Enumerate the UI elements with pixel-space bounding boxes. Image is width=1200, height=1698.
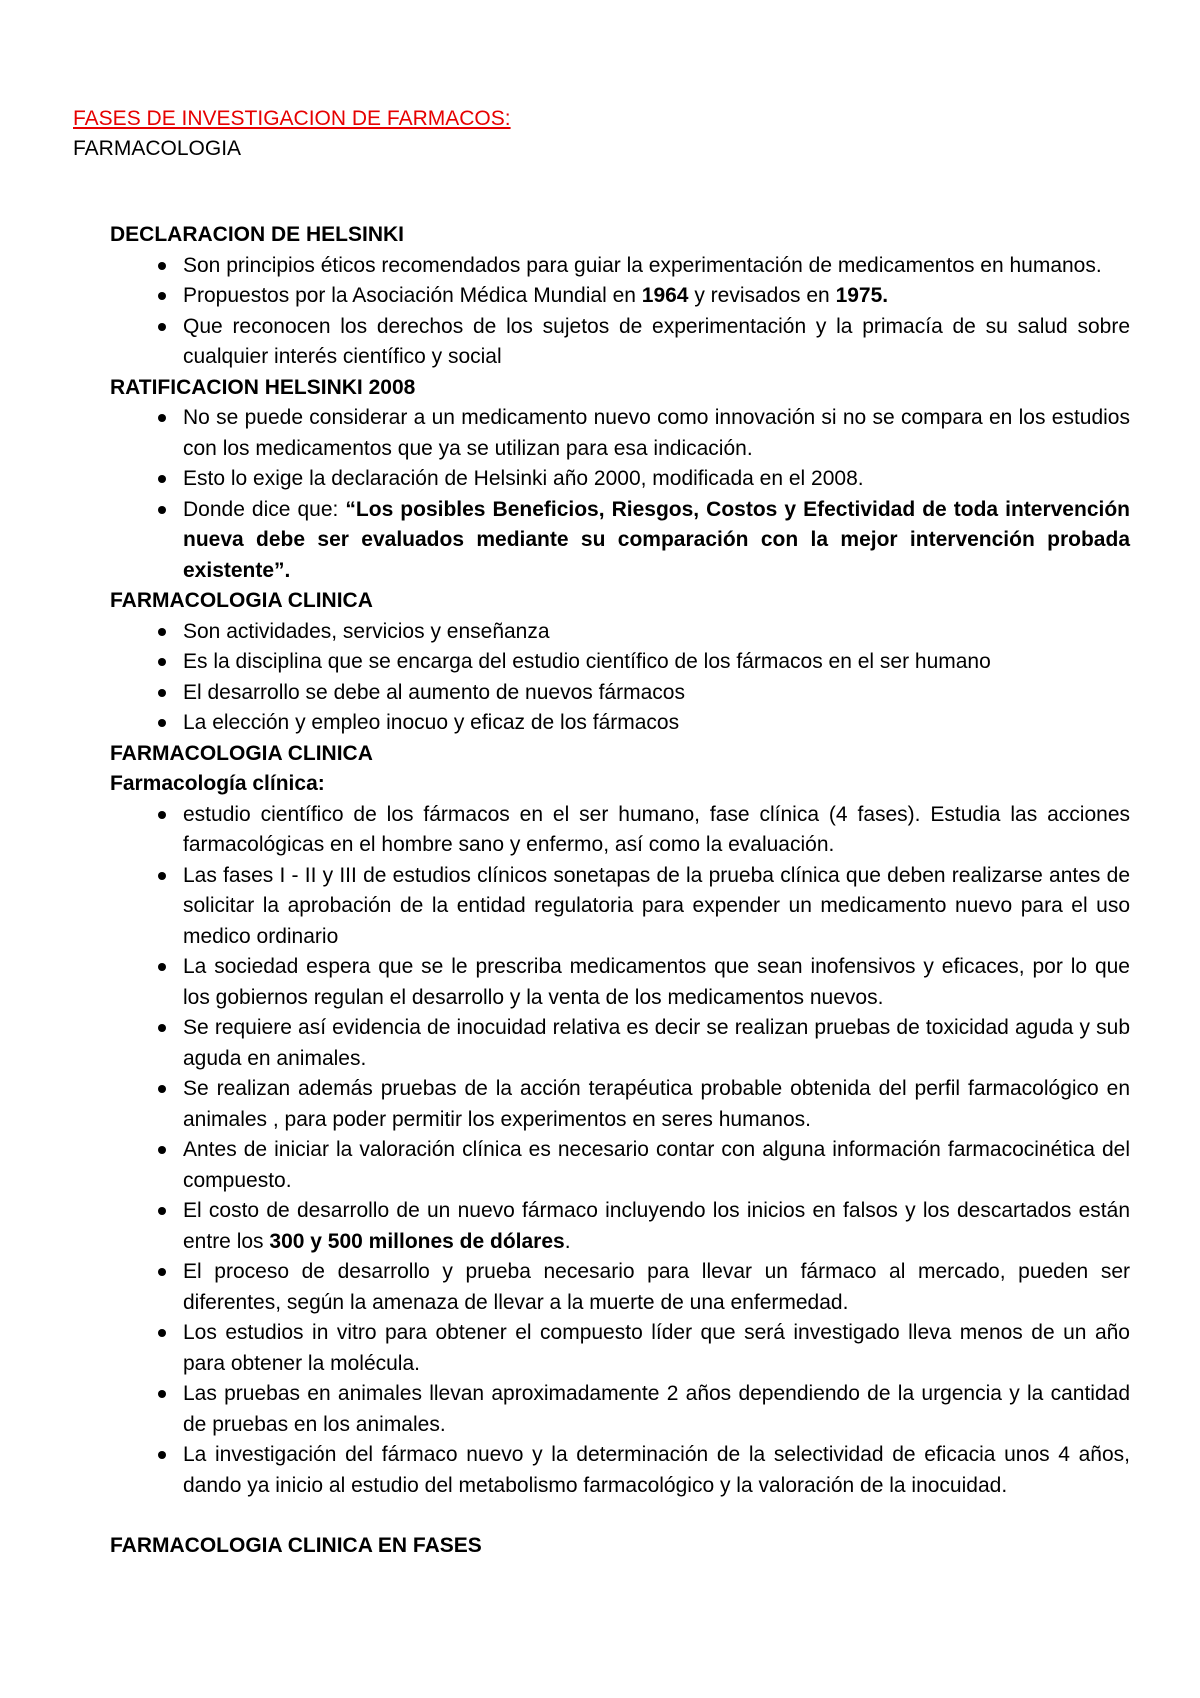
list-item: La elección y empleo inocuo y eficaz de los fármacos [110,708,1130,739]
list-item: Las fases I - II y III de estudios clínicos sonetapas de la prueba clínica que deben realizarse antes de solicitar la aprobación de la entidad regulatoria para expender un medicamento nuevo para el uso medico ordinario [110,861,1130,953]
list-item: Son principios éticos recomendados para guiar la experimentación de medicamentos en humanos. [110,251,1130,282]
list-item [110,281,1130,312]
document-title: FASES DE INVESTIGACION DE FARMACOS: [73,107,511,130]
text-span: El costo de desarrollo de un nuevo fármaco incluyendo los inicios en falsos y los descartados están entre los [183,1199,1130,1253]
list-item: La sociedad espera que se le prescriba medicamentos que sean inofensivos y eficaces, por lo que los gobiernos regulan el desarrollo y la venta de los medicamentos nuevos. [110,952,1130,1013]
list-item: La investigación del fármaco nuevo y la determinación de la selectividad de eficacia unos 4 años, dando ya inicio al estudio del metabolismo farmacológico y la valoración de la inocuidad. [110,1440,1130,1501]
heading-farmacologia-clinica-fases: FARMACOLOGIA CLINICA EN FASES [110,1534,482,1557]
list-item: Los estudios in vitro para obtener el compuesto líder que será investigado lleva menos de un año para obtener la molécula. [110,1318,1130,1379]
list-item: El proceso de desarrollo y prueba necesario para llevar un fármaco al mercado, pueden ser diferentes, según la amenaza de llevar a la muerte de una enfermedad. [110,1257,1130,1318]
list-clinica-2 [110,800,1130,1502]
cost-amount: 300 y 500 millones de dólares [269,1229,565,1253]
heading-farmacologia-clinica-2: FARMACOLOGIA CLINICA [110,741,373,765]
text-span: Donde dice que: [183,497,346,521]
year-1964: 1964 [641,284,689,307]
list-item [110,495,1130,587]
list-item: No se puede considerar a un medicamento nuevo como innovación si no se compara en los estudios con los medicamentos que ya se utilizan para esa indicación. [110,403,1130,464]
list-clinica-1 [110,617,1130,739]
document-body [110,220,1130,1562]
list-item: Se realizan además pruebas de la acción terapéutica probable obtenida del perfil farmacológico en animales , para poder permitir los experimentos en seres humanos. [110,1074,1130,1135]
list-item: Que reconocen los derechos de los sujetos de experimentación y la primacía de su salud sobre cualquier interés científico y social [110,312,1130,373]
list-ratificacion [110,403,1130,586]
subheading-farmacologia-clinica: Farmacología clínica: [110,772,325,795]
document-subtitle: FARMACOLOGIA [73,137,242,160]
list-item: Las pruebas en animales llevan aproximadamente 2 años dependiendo de la urgencia y la cantidad de pruebas en los animales. [110,1379,1130,1440]
list-item: Se requiere así evidencia de inocuidad relativa es decir se realizan pruebas de toxicidad aguda y sub aguda en animales. [110,1013,1130,1074]
list-item: El desarrollo se debe al aumento de nuevos fármacos [110,678,1130,709]
text-span: . [564,1229,571,1253]
text-span: Propuestos por la Asociación Médica Mundial en [183,284,642,307]
year-1975: 1975. [835,284,889,307]
list-item: Son actividades, servicios y enseñanza [110,617,1130,648]
heading-helsinki: DECLARACION DE HELSINKI [110,223,405,246]
heading-ratificacion: RATIFICACION HELSINKI 2008 [110,375,416,399]
list-item: Es la disciplina que se encarga del estudio científico de los fármacos en el ser humano [110,647,1130,678]
list-item: Antes de iniciar la valoración clínica es necesario contar con alguna información farmacocinética del compuesto. [110,1135,1130,1196]
spacer [110,1501,1130,1531]
text-span: y revisados en [688,284,836,307]
list-item [110,1196,1130,1257]
list-item: estudio científico de los fármacos en el ser humano, fase clínica (4 fases). Estudia las acciones farmacológicas en el hombre sano y enfermo, así como la evaluación. [110,800,1130,861]
list-item: Esto lo exige la declaración de Helsinki año 2000, modificada en el 2008. [110,464,1130,495]
heading-farmacologia-clinica-1: FARMACOLOGIA CLINICA [110,589,373,612]
list-helsinki [110,251,1130,373]
helsinki-quote: “Los posibles Beneficios, Riesgos, Costos y Efectividad de toda intervención nueva debe ser evaluados mediante su comparación con la mejor intervención probada existente”. [183,497,1130,582]
